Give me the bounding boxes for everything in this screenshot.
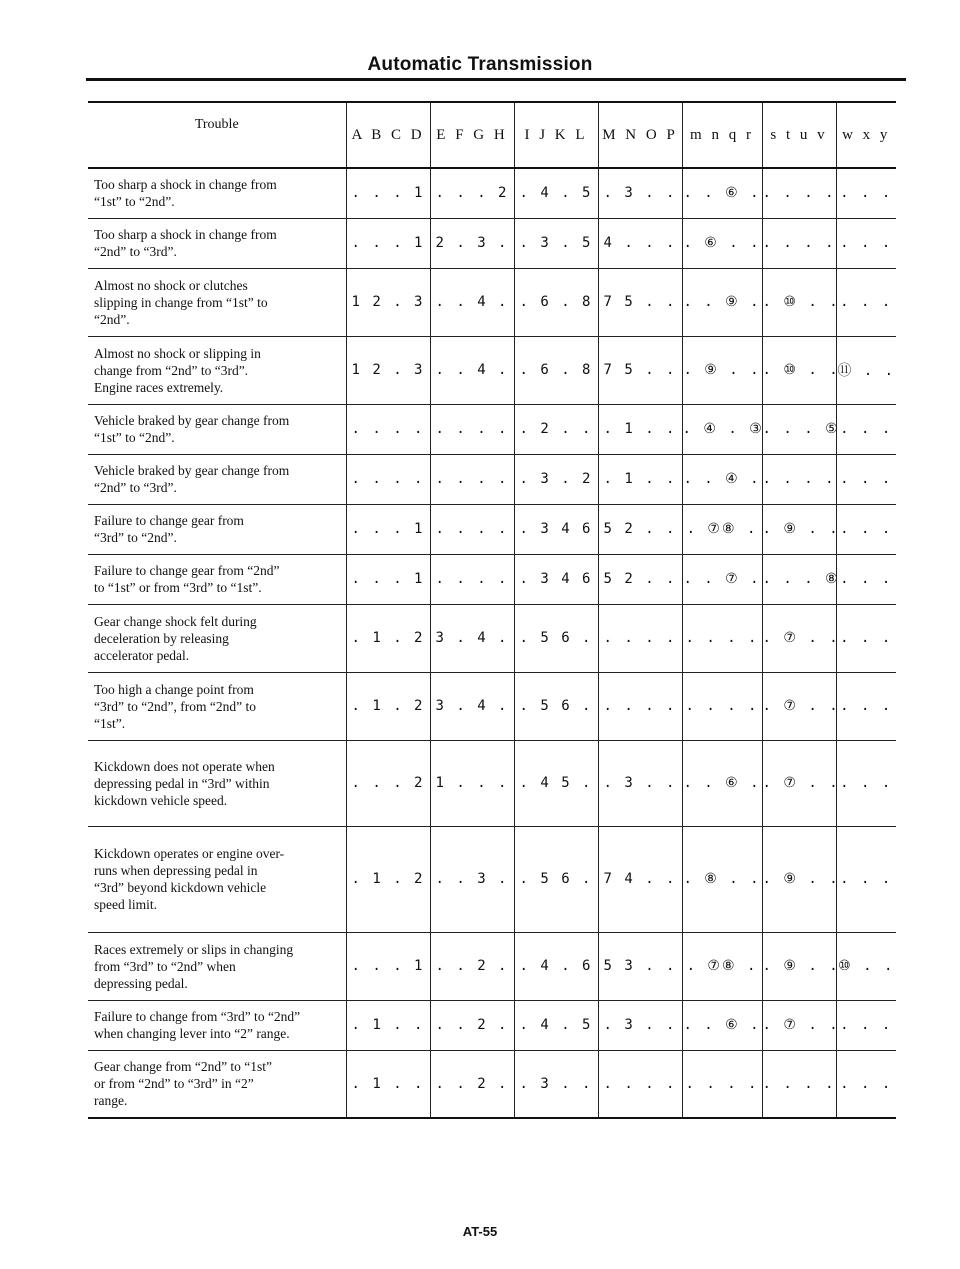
table-cell: . 5 6 . (514, 672, 598, 740)
table-cell: . ④ . ③ (682, 404, 762, 454)
table-cell: . . . (836, 826, 896, 932)
table-row (88, 672, 896, 740)
table-cell: . 2 . . (514, 404, 598, 454)
trouble-description (88, 218, 346, 268)
table-cell: 1 2 . 3 (346, 336, 430, 404)
table-cell: 1 2 . 3 (346, 268, 430, 336)
table-cell: . . . . (598, 604, 682, 672)
table-row (88, 404, 896, 454)
table-cell: . . . (836, 218, 896, 268)
table-cell: . . . (836, 554, 896, 604)
trouble-line: “1st” to “2nd”. (94, 430, 175, 445)
table-cell: . . . ⑧ (762, 554, 836, 604)
column-header-stuv: s t u v (762, 102, 836, 168)
table-cell: . . . 1 (346, 168, 430, 218)
table-cell: . . . 1 (346, 932, 430, 1000)
table-cell: . . . . (598, 1050, 682, 1118)
table-row (88, 1050, 896, 1118)
table-row (88, 554, 896, 604)
table-cell: . ⑥ . . (682, 218, 762, 268)
trouble-line: runs when depressing pedal in (94, 863, 258, 878)
table-cell: . . . 2 (346, 740, 430, 826)
table-row (88, 454, 896, 504)
table-cell: . . . . (682, 604, 762, 672)
table-cell: . 1 . . (598, 404, 682, 454)
trouble-line: Kickdown operates or engine over- (94, 846, 285, 861)
table-cell: . 3 . . (514, 1050, 598, 1118)
table-cell: . 1 . . (346, 1050, 430, 1118)
trouble-description (88, 932, 346, 1000)
trouble-line: depressing pedal. (94, 975, 188, 991)
table-cell: 5 2 . . (598, 554, 682, 604)
table-cell: . 3 4 6 (514, 504, 598, 554)
table-row (88, 268, 896, 336)
trouble-line: Gear change shock felt during (94, 613, 257, 629)
table-cell: . 3 . . (598, 1000, 682, 1050)
trouble-diagnosis-table (88, 101, 896, 1119)
trouble-line: when changing lever into “2” range. (94, 1026, 290, 1041)
column-header-mnop: M N O P (598, 102, 682, 168)
trouble-line: “3rd” to “2nd”. (94, 530, 177, 545)
table-cell: . . . (836, 168, 896, 218)
trouble-line: Kickdown does not operate when (94, 758, 275, 774)
table-cell: . ⑦ . . (762, 672, 836, 740)
trouble-description (88, 740, 346, 826)
table-cell: . 4 . 5 (514, 1000, 598, 1050)
trouble-line: Failure to change gear from (94, 513, 244, 528)
table-cell: . . . . (682, 672, 762, 740)
table-cell: . . . . (430, 404, 514, 454)
table-cell: . . 2 . (430, 1050, 514, 1118)
table-cell: . . . (836, 604, 896, 672)
table-cell: 5 3 . . (598, 932, 682, 1000)
table-row (88, 740, 896, 826)
table-row (88, 604, 896, 672)
table-cell: . . ⑥ . (682, 168, 762, 218)
trouble-line: speed limit. (94, 897, 157, 912)
trouble-line: Vehicle braked by gear change from (94, 463, 290, 478)
column-header-wxy: w x y (836, 102, 896, 168)
trouble-line: range. (94, 1093, 128, 1109)
table-cell: 7 5 . . (598, 268, 682, 336)
page-title: Automatic Transmission (367, 54, 593, 75)
trouble-line: “3rd” beyond kickdown vehicle (94, 880, 267, 895)
table-cell: 5 2 . . (598, 504, 682, 554)
table-cell: . . ④ . (682, 454, 762, 504)
table-cell: . . . . (346, 404, 430, 454)
table-cell: . 4 . 6 (514, 932, 598, 1000)
table-cell: . . ⑥ . (682, 740, 762, 826)
table-cell: . . . . (346, 454, 430, 504)
trouble-line: or from “2nd” to “3rd” in “2” (94, 1076, 254, 1092)
trouble-line: “1st”. (94, 715, 126, 731)
table-cell: . 4 . 5 (514, 168, 598, 218)
trouble-line: slipping in change from “1st” to (94, 294, 268, 310)
table-cell: . . . (836, 504, 896, 554)
table-cell: . . . 2 (430, 168, 514, 218)
table-cell: . ⑧ . . (682, 826, 762, 932)
table-cell: . 1 . 2 (346, 604, 430, 672)
table-cell: . 1 . 2 (346, 672, 430, 740)
trouble-line: change from “2nd” to “3rd”. (94, 362, 249, 378)
trouble-line: accelerator pedal. (94, 647, 190, 663)
table-cell: . 3 . . (598, 740, 682, 826)
table-cell: . . . (836, 454, 896, 504)
table-cell: . 5 6 . (514, 604, 598, 672)
trouble-line: Vehicle braked by gear change from (94, 413, 290, 428)
table-cell: . . . . (762, 218, 836, 268)
table-cell: . ⑨ . . (762, 932, 836, 1000)
table-cell: . . . . (598, 672, 682, 740)
table-cell: . . . . (430, 504, 514, 554)
table-cell: . . ⑦ . (682, 554, 762, 604)
header-rule (86, 78, 906, 81)
column-header-abcd: A B C D (346, 102, 430, 168)
trouble-line: “2nd”. (94, 311, 130, 327)
trouble-description (88, 554, 346, 604)
trouble-description (88, 168, 346, 218)
table-cell: ⑪ . . (836, 336, 896, 404)
table-cell: 3 . 4 . (430, 672, 514, 740)
column-header-mnqr: m n q r (682, 102, 762, 168)
trouble-description (88, 404, 346, 454)
column-header-trouble: Trouble (194, 117, 239, 132)
trouble-line: Too sharp a shock in change from (94, 227, 277, 242)
table-cell: . . . (836, 268, 896, 336)
table-cell: . . . (836, 672, 896, 740)
trouble-line: Engine races extremely. (94, 379, 224, 395)
table-cell: . . . . (430, 554, 514, 604)
table-cell: 7 4 . . (598, 826, 682, 932)
trouble-line: Too sharp a shock in change from (94, 177, 277, 193)
table-cell: . 3 . 2 (514, 454, 598, 504)
table-cell: . . 4 . (430, 268, 514, 336)
column-header-efgh: E F G H (430, 102, 514, 168)
table-row (88, 218, 896, 268)
trouble-description (88, 604, 346, 672)
trouble-description (88, 336, 346, 404)
table-header-row (88, 102, 896, 168)
table-cell: . 6 . 8 (514, 336, 598, 404)
trouble-description (88, 1050, 346, 1118)
page-number: AT-55 (462, 1224, 498, 1239)
trouble-line: from “3rd” to “2nd” when (94, 958, 236, 974)
trouble-line: Too high a change point from (94, 681, 254, 697)
trouble-description (88, 672, 346, 740)
trouble-line: “2nd” to “3rd”. (94, 480, 177, 495)
table-body (88, 168, 896, 1118)
table-cell: 4 . . . (598, 218, 682, 268)
table-cell: . ⑨ . . (762, 826, 836, 932)
table-row (88, 504, 896, 554)
table-cell: ⑩ . . (836, 932, 896, 1000)
trouble-description (88, 1000, 346, 1050)
table-row (88, 168, 896, 218)
trouble-line: Gear change from “2nd” to “1st” (94, 1059, 273, 1075)
table-cell: . . . (836, 740, 896, 826)
table-cell: . ⑩ . . (762, 268, 836, 336)
table-cell: 7 5 . . (598, 336, 682, 404)
table-cell: . . 2 . (430, 932, 514, 1000)
table-cell: . . 3 . (430, 826, 514, 932)
table-cell: . 6 . 8 (514, 268, 598, 336)
table-cell: . 1 . 2 (346, 826, 430, 932)
table-cell: . . . (836, 1050, 896, 1118)
table-cell: . 3 . . (598, 168, 682, 218)
table-cell: . . . (836, 404, 896, 454)
table-cell: . . 4 . (430, 336, 514, 404)
trouble-description (88, 454, 346, 504)
table-cell: . 1 . . (346, 1000, 430, 1050)
table-cell: . . . . (762, 168, 836, 218)
table-cell: . . ⑨ . (682, 268, 762, 336)
table-cell: . ⑦⑧ . (682, 932, 762, 1000)
table-cell: . 4 5 . (514, 740, 598, 826)
table-cell: . ⑨ . . (682, 336, 762, 404)
table-cell: . ⑩ . . (762, 336, 836, 404)
table-row (88, 336, 896, 404)
table-cell: . . . (836, 1000, 896, 1050)
trouble-description (88, 504, 346, 554)
table-cell: . 3 4 6 (514, 554, 598, 604)
table-row (88, 932, 896, 1000)
trouble-line: kickdown vehicle speed. (94, 792, 228, 808)
trouble-line: Almost no shock or slipping in (94, 345, 261, 361)
table-cell: . . 2 . (430, 1000, 514, 1050)
trouble-line: “2nd” to “3rd”. (94, 244, 177, 259)
table-cell: 2 . 3 . (430, 218, 514, 268)
table-cell: . ⑦ . . (762, 1000, 836, 1050)
table-cell: . ⑦⑧ . (682, 504, 762, 554)
table-cell: . . ⑥ . (682, 1000, 762, 1050)
table-cell: 3 . 4 . (430, 604, 514, 672)
trouble-table-container (88, 101, 896, 1119)
trouble-line: Failure to change from “3rd” to “2nd” (94, 1009, 301, 1024)
trouble-line: Failure to change gear from “2nd” (94, 563, 280, 578)
table-cell: . ⑦ . . (762, 604, 836, 672)
table-cell: . . . . (762, 454, 836, 504)
table-cell: . ⑦ . . (762, 740, 836, 826)
trouble-line: Races extremely or slips in changing (94, 941, 294, 957)
table-cell: . 5 6 . (514, 826, 598, 932)
trouble-line: Almost no shock or clutches (94, 277, 248, 293)
table-cell: . . . . (762, 1050, 836, 1118)
trouble-description (88, 268, 346, 336)
table-cell: . . . 1 (346, 504, 430, 554)
table-row (88, 826, 896, 932)
table-cell: 1 . . . (430, 740, 514, 826)
table-cell: . ⑨ . . (762, 504, 836, 554)
trouble-line: “3rd” to “2nd”, from “2nd” to (94, 698, 256, 714)
trouble-line: deceleration by releasing (94, 630, 229, 646)
table-cell: . . . 1 (346, 554, 430, 604)
trouble-description (88, 826, 346, 932)
table-cell: . 3 . 5 (514, 218, 598, 268)
trouble-line: “1st” to “2nd”. (94, 194, 175, 210)
column-header-ijkl: I J K L (514, 102, 598, 168)
table-cell: . . . . (430, 454, 514, 504)
table-cell: . . . 1 (346, 218, 430, 268)
table-cell: . 1 . . (598, 454, 682, 504)
table-row (88, 1000, 896, 1050)
table-cell: . . . . (682, 1050, 762, 1118)
trouble-line: depressing pedal in “3rd” within (94, 775, 270, 791)
table-cell: . . . ⑤ (762, 404, 836, 454)
trouble-line: to “1st” or from “3rd” to “1st”. (94, 580, 262, 595)
